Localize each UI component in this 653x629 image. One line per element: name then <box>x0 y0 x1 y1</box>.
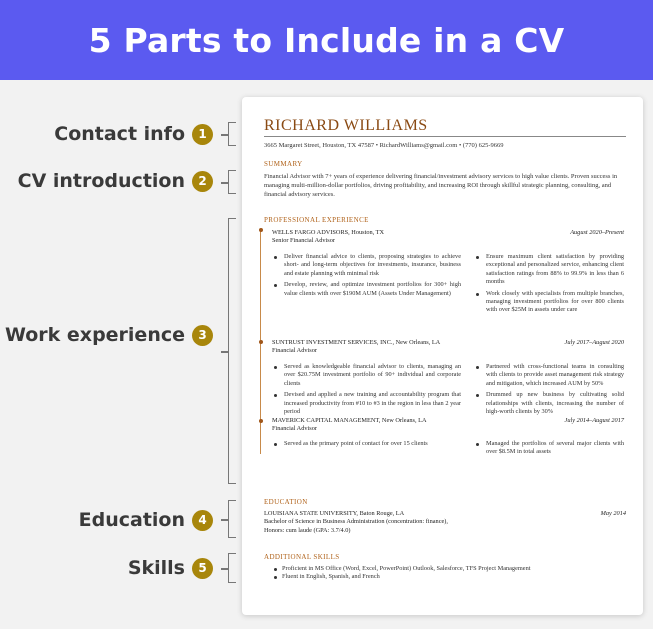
skills-list <box>264 565 626 582</box>
summary-text: Financial Advisor with 7+ years of experience delivering financial/investment advisory services to high value clients. Proven success in managing multi-million-dollar portfolios, driving profitability, and increasing ROI through skillful strategic planning, consulting, and financial advisory services. <box>264 173 618 198</box>
education-entry <box>264 510 626 535</box>
part-label-text: Skills <box>127 557 185 579</box>
bracket-education <box>228 500 236 538</box>
bracket-work-experience <box>228 218 236 484</box>
list-item: Work closely with specialists from multiple branches, managing investment portfolios for over 800 clients with over $25M in assets under care <box>474 290 624 315</box>
list-item: Develop, review, and optimize investment portfolios for 300+ high value clients with over $190M AUM (Assets Under Management) <box>272 281 461 298</box>
part-number-badge: 4 <box>192 510 213 531</box>
part-number-badge: 2 <box>192 171 213 192</box>
job-date: July 2017–August 2020 <box>564 339 624 346</box>
job-date: August 2020–Present <box>570 229 624 236</box>
job-company: WELLS FARGO ADVISORS, Houston, TX <box>272 229 385 236</box>
part-label-cv-introduction <box>18 168 213 194</box>
timeline-dot <box>259 340 263 344</box>
education-honors: Honors: cum laude (GPA: 3.7/4.0) <box>264 526 351 534</box>
part-label-text: Contact info <box>54 123 185 145</box>
job-bullets-right <box>474 363 624 419</box>
part-label-education <box>79 507 213 533</box>
part-label-text: CV introduction <box>17 170 185 192</box>
experience-title: PROFESSIONAL EXPERIENCE <box>264 216 369 224</box>
job-bullets-right <box>474 253 624 318</box>
list-item: Ensure maximum client satisfaction by providing exceptional and personalized service, enhancing client satisfaction ratings from 88% to 99.9% in less than 6 months <box>474 253 624 287</box>
job-bullets-left <box>272 363 461 419</box>
part-number-badge: 3 <box>192 325 213 346</box>
part-number-badge: 5 <box>192 558 213 579</box>
part-label-skills <box>128 555 213 581</box>
timeline-dot <box>259 419 263 423</box>
part-label-contact-info <box>54 121 213 147</box>
job-title: Financial Advisor <box>272 425 317 432</box>
bracket-contact-info <box>228 122 236 146</box>
job-header <box>272 339 624 354</box>
education-date: May 2014 <box>600 510 626 517</box>
list-item: Managed the portfolios of several major clients with over $8.5M in total assets <box>474 440 624 457</box>
list-item: Partnered with cross-functional teams in consulting with clients to provide asset management risk strategy and mitigation, which increased AUM by 50% <box>474 363 624 388</box>
job-bullets-left <box>272 440 461 451</box>
list-item: Devised and applied a new training and accountability program that increased productivity from #10 to #3 in the region in less than 2 year period <box>272 391 461 416</box>
part-label-text: Education <box>78 509 185 531</box>
cv-document <box>242 97 643 615</box>
part-number-badge: 1 <box>192 124 213 145</box>
page-header <box>0 0 653 80</box>
summary-title: SUMMARY <box>264 160 303 168</box>
list-item: Deliver financial advice to clients, proposing strategies to achieve short- and long-term objectives for investments, insurance, business and estate planning with minimal risk <box>272 253 461 278</box>
job-header <box>272 417 624 432</box>
skills-title: ADDITIONAL SKILLS <box>264 553 340 561</box>
job-company: SUNTRUST INVESTMENT SERVICES, INC., New Orleans, LA <box>272 339 441 346</box>
list-item: Served as knowledgeable financial advisor to clients, managing an over $20.75M investment portfolio of 90+ individual and corporate clients <box>272 363 461 388</box>
job-bullets-left <box>272 253 461 301</box>
part-label-text: Work experience <box>4 324 185 346</box>
job-company: MAVERICK CAPITAL MANAGEMENT, New Orleans, LA <box>272 417 427 424</box>
list-item: Proficient in MS Office (Word, Excel, PowerPoint) Outlook, Salesforce, TFS Project Management <box>264 565 626 573</box>
job-header <box>272 229 624 244</box>
list-item: Served as the primary point of contact for over 15 clients <box>272 440 461 448</box>
timeline-dot <box>259 228 263 232</box>
job-date: July 2014–August 2017 <box>564 417 624 424</box>
cv-name: RICHARD WILLIAMS <box>264 117 428 134</box>
bracket-cv-introduction <box>228 170 236 194</box>
cv-contact-line: 3665 Margaret Street, Houston, TX 47587 • RichardWilliams@gmail.com • (770) 625-9669 <box>264 142 504 149</box>
list-item: Drummed up new business by cultivating solid relationships with clients, increasing the number of high-worth clients by 30% <box>474 391 624 416</box>
education-school: LOUISIANA STATE UNIVERSITY, Baton Rouge, LA <box>264 510 405 517</box>
list-item: Fluent in English, Spanish, and French <box>264 573 626 581</box>
divider <box>264 136 626 137</box>
job-title: Senior Financial Advisor <box>272 237 335 244</box>
part-label-work-experience <box>5 322 213 348</box>
education-degree: Bachelor of Science in Business Administration (concentration: finance), <box>264 518 448 526</box>
bracket-skills <box>228 553 236 583</box>
job-title: Financial Advisor <box>272 347 317 354</box>
education-title: EDUCATION <box>264 498 308 506</box>
page-title: 5 Parts to Include in a CV <box>88 20 565 60</box>
job-bullets-right <box>474 440 624 460</box>
